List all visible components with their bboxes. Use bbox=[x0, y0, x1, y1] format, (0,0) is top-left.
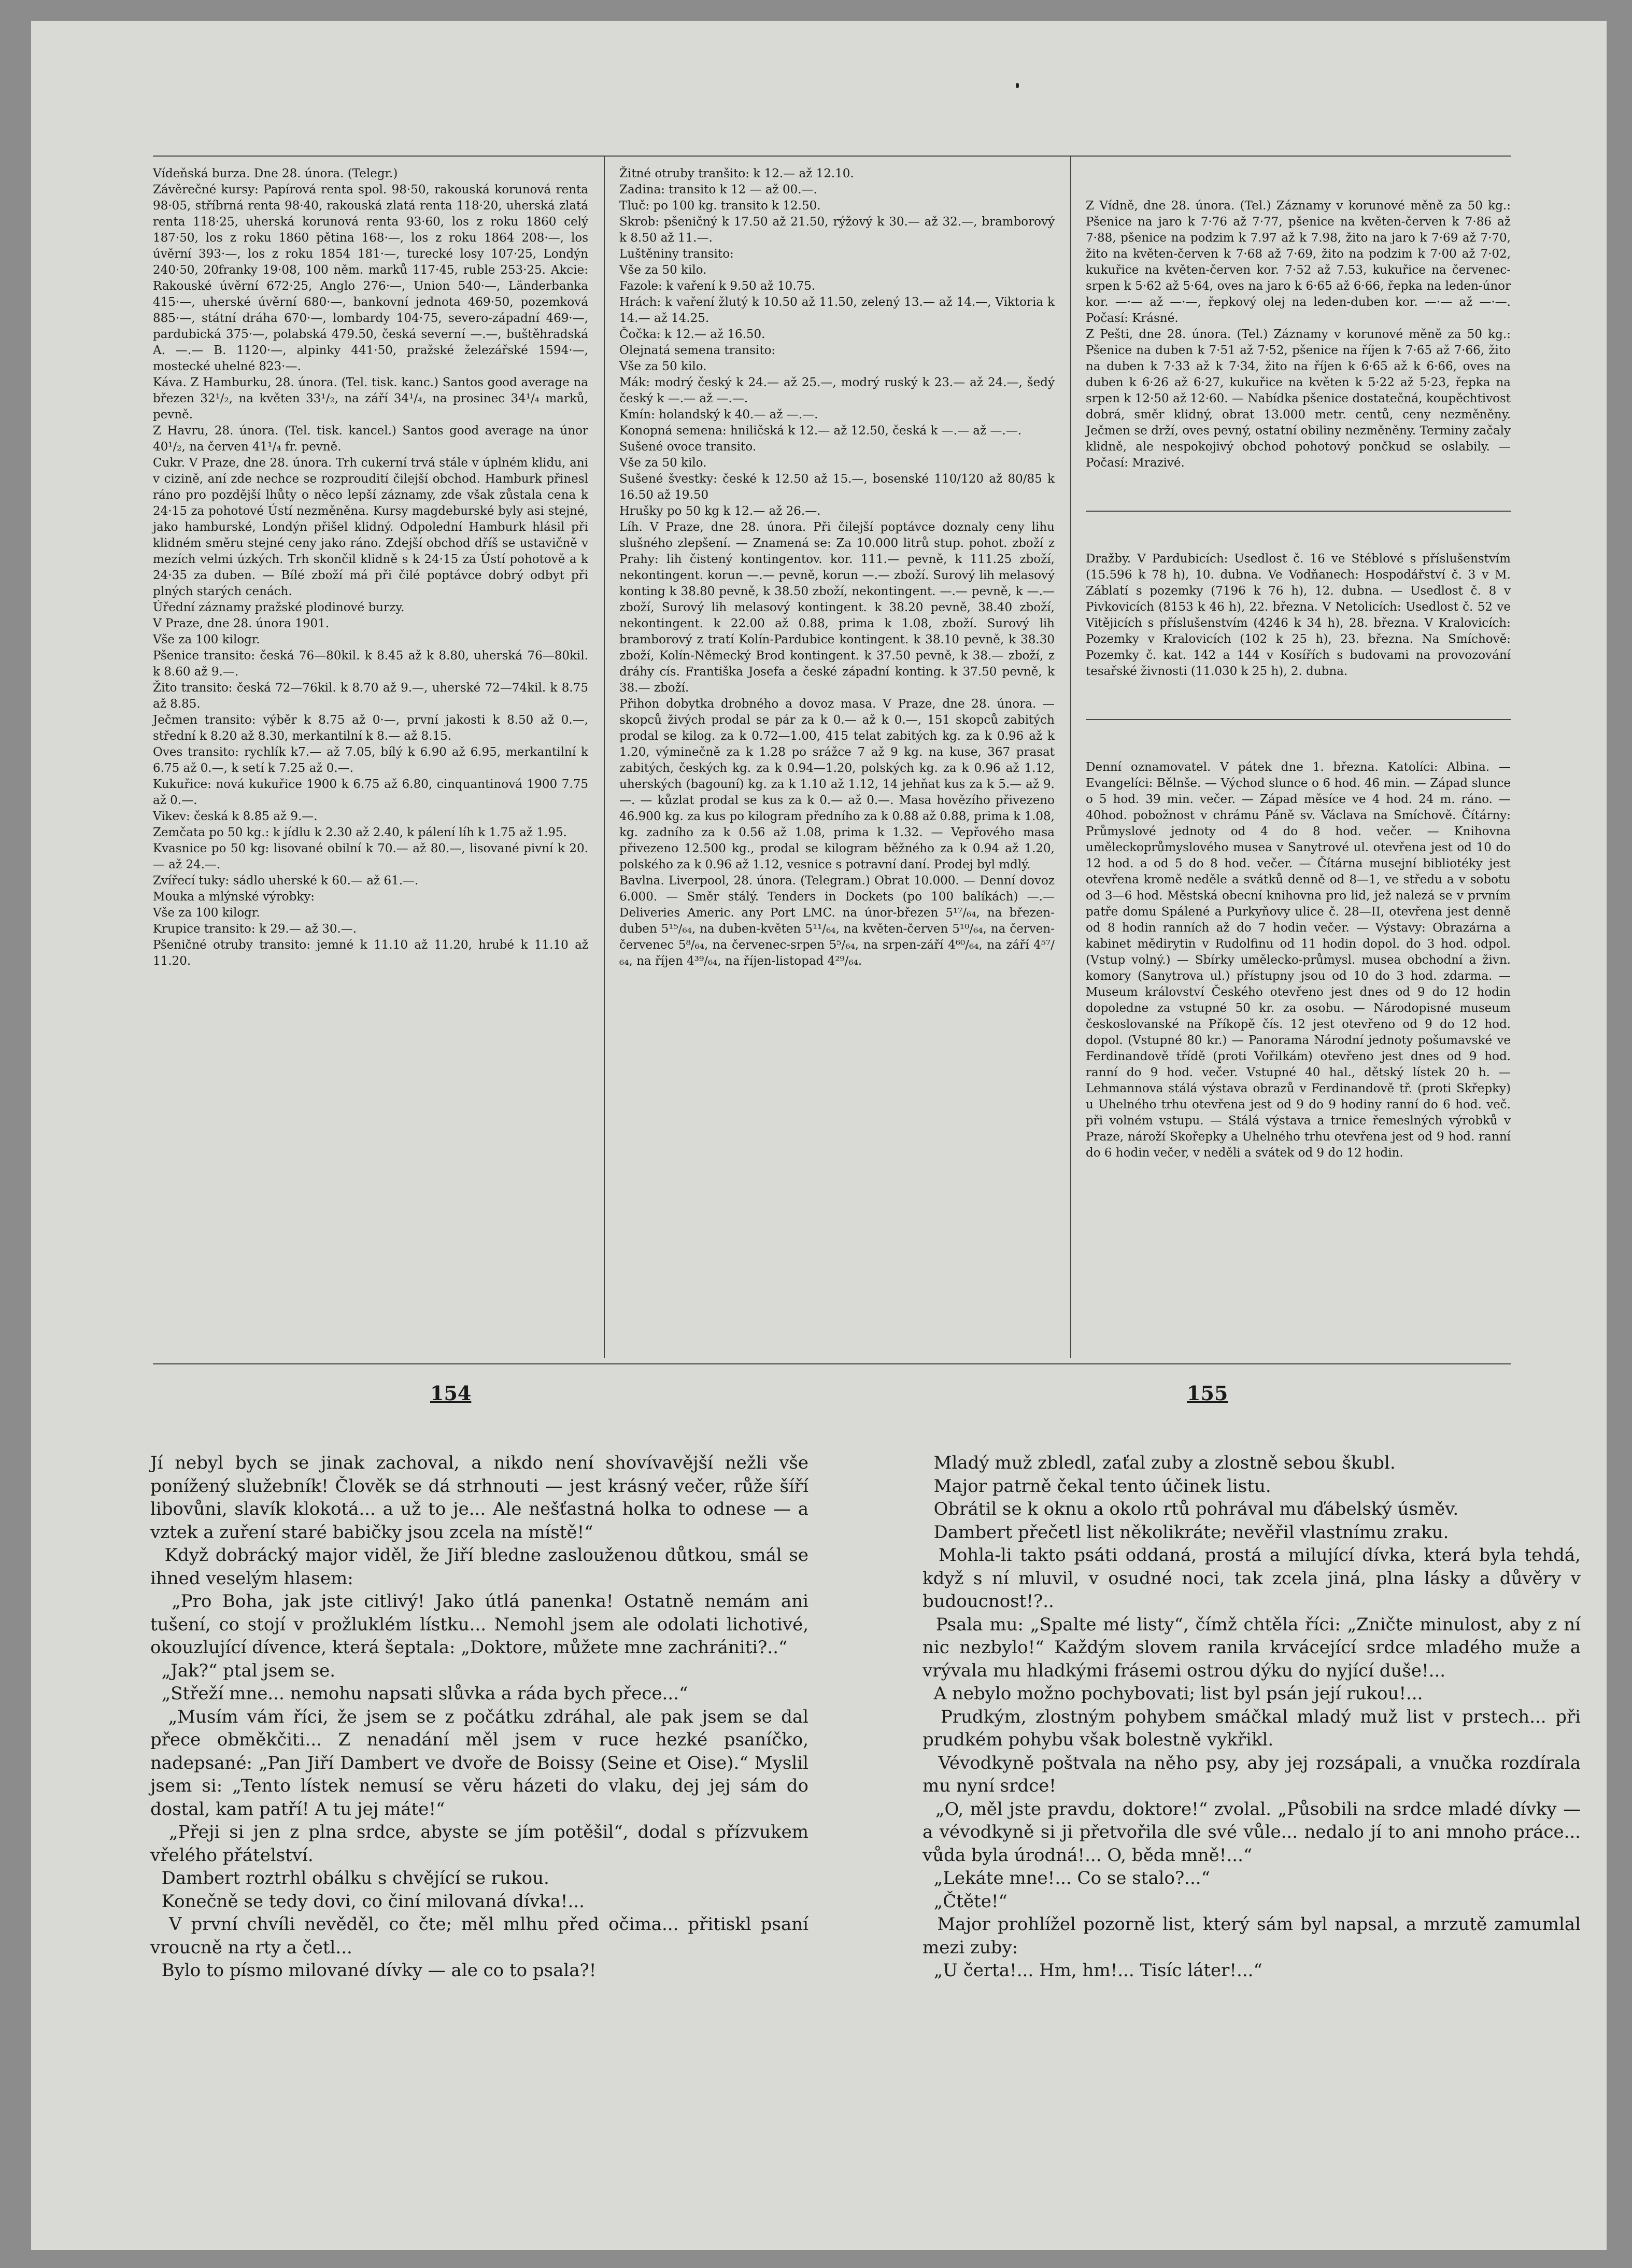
scanned-page bbox=[31, 21, 1607, 2250]
column-rule-1 bbox=[604, 156, 605, 1358]
column-rule-2 bbox=[1070, 156, 1071, 1358]
market-column-1: Vídeňská burza. Dne 28. února. (Telegr.) Závěrečné kursy: Papírová renta spol. 98·50, rakouská korunová renta 98·05, stříbrná renta 98·40, rakouská zlatá renta 118·20, uherská zlatá renta 118·25, uherská korunová renta 93·60, los z roku 1860 celý 187·50, los z roku 1860 pětina 168·—, los z roku 1864 208·—, los úvěrní 393·—, los z roku 1854 181·—, turecké losy 107·25, Londýn 240·50, 20franky 19·08, 100 něm. marků 117·45, ruble 253·25. Akcie: Rakouské úvěrní 672·25, Anglo 276·—, Union 540·—, Länderbanka 415·—, uherské úvěrní 680·—, bankovní jednota 469·50, pozemková 885·—, státní dráha 670·—, lombardy 104·75, severo-západní 469·—, pardubická 375·—, polabská 479.50, česká severní —.—, buštěhradská A. —.— B. 1120·—, alpinky 441·50, pražské železářské 1594·—, mostecké uhelné 823·—. Káva. Z Hamburku, 28. února. (Tel. tisk. kanc.) Santos good average na březen 32¹/₂, na květen 33¹/₂, na září 34¹/₄, na prosinec 34¹/₄ marků, pevně. Z Havru, 28. února. (Tel. tisk. kancel.) Santos good average na únor 40¹/₂, na červen 41¹/₄ fr. pevně. Cukr. V Praze, dne 28. února. Trh cukerní trvá stále v úplném klidu, ani v cizině, aní zde nechce se rozproudití čilejší obchod. Hamburk přinesl ráno pro pozdější lhůty o něco lepší záznamy, zde však zůstala cena k 24·15 za pohotové Ústí nezměněna. Kursy magdeburské byly asi stejné, jako hamburské, Londýn přišel klidný. Odpolední Hamburk hlásil při klidném směru stejné ceny jako ráno. Zdejší obchod dříš se ustavičně v mezích velmi úzkých. Trh skončil klidně s k 24·15 za Ústí pohotově a k 24·35 za duben. — Bílé zboží má při čilé poptávce dobrý odbyt při plných starých cenách. Úřední záznamy pražské plodinové burzy. V Praze, dne 28. února 1901. Vše za 100 kilogr. Pšenice transito: česká 76—80kil. k 8.45 až k 8.80, uherská 76—80kil. k 8.60 až 9.—. Žito transito: česká 72—76kil. k 8.70 až 9.—, uherské 72—74kil. k 8.75 až 8.85. Ječmen transito: výběr k 8.75 až 0·—, první jakosti k 8.50 až 0.—, střední k 8.20 až 8.30, merkantilní k 8.— až 8.15. Oves transito: rychlík k7.— až 7.05, bílý k 6.90 až 6.95, merkantilní k 6.75 až 0.—, k setí k 7.25 až 0.—. Kukuřice: nová kukuřice 1900 k 6.75 až 6.80, cinquantinová 1900 7.75 až 0.—. Vikev: česká k 8.85 až 9.—. Zemčata po 50 kg.: k jídlu k 2.30 až 2.40, k pálení líh k 1.75 až 1.95. Kvasnice po 50 kg: lisované obilní k 70.— až 80.—, lisované pivní k 20.— až 24.—. Zvířecí tuky: sádlo uherské k 60.— až 61.—. Mouka a mlýnské výrobky: Vše za 100 kilogr. Krupice transito: k 29.— až 30.—. Pšeničné otruby transito: jemné k 11.10 až 11.20, hrubé k 11.10 až 11.20. bbox=[153, 167, 588, 968]
vienna-pest-reports: Z Vídně, dne 28. února. (Tel.) Záznamy v korunové měně za 50 kg.: Pšenice na jaro k 7·76 až 7·77, pšenice na květen-červen k 7·86 až 7·88, pšenice na podzim k 7.97 až k 7.98, žito na jaro k 7·69 až 7·70, žito na květen-červen k 7·68 až 7·69, žito na podzim k 7·00 až 7·02, kukuřice na květen-červen kor. 7·52 až 7.53, kukuřice na červenec-srpen k 5·62 až 5·64, oves na jaro k 6·65 až 6·66, řepka na leden-únor kor. —·— až —·—, řepkový olej na leden-duben kor. —·— až —·—. Počasí: Krásné. Z Pešti, dne 28. února. (Tel.) Záznamy v korunové měně za 50 kg.: Pšenice na duben k 7·51 až 7·52, pšenice na říjen k 7·65 až 7·66, žito na duben k 7·33 až k 7·34, žito na říjen k 6·65 až k 6·66, oves na duben k 6·26 až 6·27, kukuřice na květen k 5·22 až 5·23, řepka na srpen k 12·50 až 12·60. — Nabídka pšenice dostatečná, koupěchtivost dobrá, směr klidný, obrat 13.000 metr. centů, ceny nezměněny. Ječmen se drží, oves pevný, ostatní obiliny nezměněny. Terminy začaly klidně, ale nespokojivý obchod pohotový pončkud se oslabily. — Počasí: Mrazivé. bbox=[1086, 199, 1511, 470]
bottom-rule bbox=[153, 1363, 1511, 1364]
story-column-left: Jí nebyl bych se jinak zachoval, a nikdo není shovívavější nežli vše ponížený služebník! Člověk se dá strhnouti — jest krásný večer, růže šíří libovůni, slavík klokotá... a už to je... Ale nešťastná holka to odnese — a vztek a zuření staré babičky jsou zcela na místě!“ Když dobrácký major viděl, že Jiří bledne zaslouženou důtkou, smál se ihned veselým hlasem: „Pro Boha, jak jste citlivý! Jako útlá panenka! Ostatně nemám ani tušení, co stojí v prožluklém lístku... Nemohl jsem ale odolati lichotivé, okouzlující dívence, která šeptala: „Doktore, můžete mne zachrániti?..“ „Jak?“ ptal jsem se. „Střeží mne... nemohu napsati slůvka a ráda bych přece...“ „Musím vám říci, že jsem se z počátku zdráhal, ale pak jsem se dal přece obměkčiti... Z nenadání měl jsem v ruce hezké psaníčko, nadepsané: „Pan Jiří Dambert ve dvoře de Boissy (Seine et Oise).“ Myslil jsem si: „Tento lístek nemusí se věru házeti do vlaku, dej jej sám do dostal, kam patří! A tu jej máte!“ „Přeji si jen z plna srdce, abyste se jím potěšil“, dodal s přízvukem vřelého přátelství. Dambert roztrhl obálku s chvějící se rukou. Konečně se tedy dovi, co činí milovaná dívka!... V první chvíli nevěděl, co čte; měl mlhu před očima... přitiskl psaní vroucně na rty a četl... Bylo to písmo milované dívky — ale co to psala?! bbox=[150, 1453, 808, 1981]
ink-dot bbox=[1016, 83, 1019, 88]
page-number-right: 155 bbox=[1187, 1382, 1228, 1405]
daily-notices: Denní oznamovatel. V pátek dne 1. března. Katolíci: Albina. — Evangelíci: Bělnše. — Východ slunce o 6 hod. 46 min. — Západ slunce o 5 hod. 39 min. večer. — Západ měsíce ve 4 hod. 24 m. ráno. — 40hod. pobožnost v chrámu Páně sv. Václava na Smíchově. Čítárny: Průmyslové jednoty od 4 do 8 hod. večer. — Knihovna uměleckoprůmyslového musea v Sanytrové ul. otevřena jest od 10 do 12 hod. a od 5 do 8 hod. večer. — Čítárna musejní bibliotéky jest otevřena kromě neděle a svátků denně od 8—1, ve středu a v sobotu od 3—6 hod. Městská obecní knihovna pro lid, jež nalezá se v prvním patře domu Spálené a Purkyňovy ulice č. 28—II, otevřena jest denně od 8 hodin ranních až do 7 hodin večer. — Výstavy: Obrazárna a kabinet mědirytin v Rudolfinu od 11 hodin dopol. do 3 hod. odpol. (Vstup volný.) — Sbírky umělecko-průmysl. musea obchodní a živn. komory (Sanytrova ul.) přístupny jsou od 10 do 3 hod. zdarma. — Museum království Českého otevřeno jest dnes od 9 do 12 hodin dopoledne za vstupné 50 kr. za osobu. — Národopisné museum českoslovanské na Příkopě čís. 12 jest otevřeno od 9 do 12 hod. dopol. (Vstupné 80 kr.) — Panorama Národní jednoty pošumavské ve Ferdinandově třídě (proti Vořilkám) otevřeno jest dnes od 9 hod. ranní do 9 hod. večer. Vstupné 40 hal., dětský lístek 20 h. — Lehmannova stálá výstava obrazů v Ferdinandově tř. (proti Skřepky) u Uhelného trhu otevřena jest od 9 do 9 hodiny ranní do 6 hod. več. při volném vstupu. — Stálá výstava a trnice řemeslných výrobků v Praze, nároží Skořepky a Uhelného trhu otevřena jest od 9 hod. ranní do 6 hodin večer, v neděli a svátek od 9 do 12 hodin. bbox=[1086, 760, 1515, 1160]
story-column-right: Mladý muž zbledl, zaťal zuby a zlostně sebou škubl. Major patrně čekal tento účinek listu. Obrátil se k oknu a okolo rtů pohrával mu ďábelský úsměv. Dambert přečetl list několikráte; nevěřil vlastnímu zraku. Mohla-li takto psáti oddaná, prostá a milující dívka, která byla tehdá, když s ní mluvil, v osudné noci, tak zcela jiná, plna lásky a důvěry v budoucnost!?.. Psala mu: „Spalte mé listy“, čímž chtěla říci: „Zničte minulost, aby z ní nic nezbylo!“ Každým slovem ranila krvácející srdce mladého muže a vrývala mu hladkými frásemi ostrou dýku do nyjící duše!... A nebylo možno pochybovati; list byl psán její rukou!... Prudkým, zlostným pohybem smáčkal mladý muž list v prstech... při prudkém pohybu však bolestně vykřikl. Vévodkyně poštvala na něho psy, aby jej rozsápali, a vnučka rozdírala mu nyní srdce! „O, měl jste pravdu, doktore!“ zvolal. „Působili na srdce mladé dívky — a vévodkyně si ji přetvořila dle své vůle... nedalo jí to ani mnoho práce... vůda byla úrodná!... O, běda mně!...“ „Lekáte mne!... Co se stalo?...“ „Čtěte!“ Major prohlížel pozorně list, který sám byl napsal, a mrzutě zamumlal mezi zuby: „U čerta!... Hm, hm!... Tisíc láter!...“ bbox=[923, 1453, 1581, 1981]
market-report-section bbox=[153, 135, 1515, 1379]
divider-2 bbox=[1086, 719, 1511, 720]
auctions-notice: Dražby. V Pardubicích: Usedlost č. 16 ve Stéblové s příslušenstvím (15.596 k 78 h), 10. dubna. Ve Vodňanech: Hospodářství č. 3 v M. Záblatí s pozemky (7196 k 76 h), 12. dubna. — Usedlost č. 8 v Pivkovicích (8153 k 46 h), 22. března. V Netolicích: Usedlost č. 52 ve Vitějicích s příslušenstvím (4246 k 34 h), 28. března. V Kralovicích: Pozemky v Kralovicích (102 k 25 h), 23. března. Na Smíchově: Pozemky č. kat. 142 a 144 v Kosířích s budovami na provozování tesařské živnosti (11.030 k 25 h), 2. dubna. bbox=[1086, 552, 1515, 678]
market-column-3 bbox=[1086, 166, 1515, 1193]
page-number-left: 154 bbox=[430, 1382, 472, 1405]
top-rule bbox=[153, 156, 1511, 157]
divider-1 bbox=[1086, 511, 1511, 512]
market-column-2: Žitné otruby tranšito: k 12.— až 12.10. Zadina: transito k 12 — až 00.—. Tluč: po 100 kg. transito k 12.50. Skrob: pšeničný k 17.50 až 21.50, rýžový k 30.— až 32.—, bramborový k 8.50 až 11.—. Luštěniny transito: Vše za 50 kilo. Fazole: k vaření k 9.50 až 10.75. Hrách: k vaření žlutý k 10.50 až 11.50, zelený 13.— až 14.—, Viktoria k 14.— až 14.25. Čočka: k 12.— až 16.50. Olejnatá semena transito: Vše za 50 kilo. Mák: modrý český k 24.— až 25.—, modrý ruský k 23.— až 24.—, šedý český k —.— až —.—. Kmín: holandský k 40.— až —.—. Konopná semena: hniličská k 12.— až 12.50, česká k —.— až —.—. Sušené ovoce transito. Vše za 50 kilo. Sušené švestky: české k 12.50 až 15.—, bosenské 110/120 až 80/85 k 16.50 až 19.50 Hrušky po 50 kg k 12.— až 26.—. Líh. V Praze, dne 28. února. Při čilejší poptávce doznaly ceny lihu slušného zlepšení. — Znamená se: Za 10.000 litrů stup. pohot. zboží z Prahy: lih čistený kontingentov. kor. 111.— pevně, k 111.25 zboží, nekontingent. korun —.— pevně, korun —.— zboží. Surový lih melasový konting k 38.80 pevně, k 38.50 zboží, nekontingent. —.— pevně, k —.— zboží, Surový lih melasový kontingent. k 38.20 pevně, 38.40 zboží, nekontingent. k 22.00 až 0.88, prima k 1.08, zboží. Surový lih bramborový z tratí Kolín-Pardubice kontingent. k 38.10 pevně, k 38.30 zboží, Kolín-Německý Brod kontingent. k 37.50 pevně, k 38.— zboží, z dráhy cís. Františka Josefa a české západní konting. k 37.50 pevně, k 38.— zboží. Přihon dobytka drobného a dovoz masa. V Praze, dne 28. února. — skopců živých prodal se pár za k 0.— až k 0.—, 151 skopců zabitých prodal se kilog. za k 0.72—1.00, 415 telat zabitých kg. za k 0.96 až k 1.20, výminečně za k 1.28 po srážce 7 až 9 kg. na kuse, 367 prasat zabitých, českých kg. za k 0.94—1.20, polských kg. za k 0.96 až 1.12, uherských (bagouní) kg. za k 1.10 až 1.12, 14 jehňat kus za k 5.— až 9.—. — kůzlat prodal se kus za k 0.— až 0.—. Masa hovězího přivezeno 46.900 kg. za kus po kilogram předního za k 0.88 až 0.88, prima k 1.08, kg. zadního za k 0.56 až 1.08, prima k 1.32. — Vepřového masa přivezeno 12.500 kg., prodal se kilogram běžného za k 0.94 až 1.20, polského za k 0.96 až 1.12, vesnice s potravní daní. Prodej byl mdlý. Bavlna. Liverpool, 28. února. (Telegram.) Obrat 10.000. — Denní dovoz 6.000. — Směr stálý. Tenders in Dockets (po 100 balíkách) —.— Deliveries Americ. any Port LMC. na únor-březen 5¹⁷/₆₄, na březen-duben 5¹⁵/₆₄, na duben-květen 5¹¹/₆₄, na květen-červen 5¹⁰/₆₄, na červen-červenec 5⁸/₆₄, na červenec-srpen 5⁵/₆₄, na srpen-září 4⁶⁰/₆₄, na září 4⁵⁷/₆₄, na říjen 4³⁹/₆₄, na říjen-listopad 4²⁹/₆₄. bbox=[619, 167, 1055, 968]
